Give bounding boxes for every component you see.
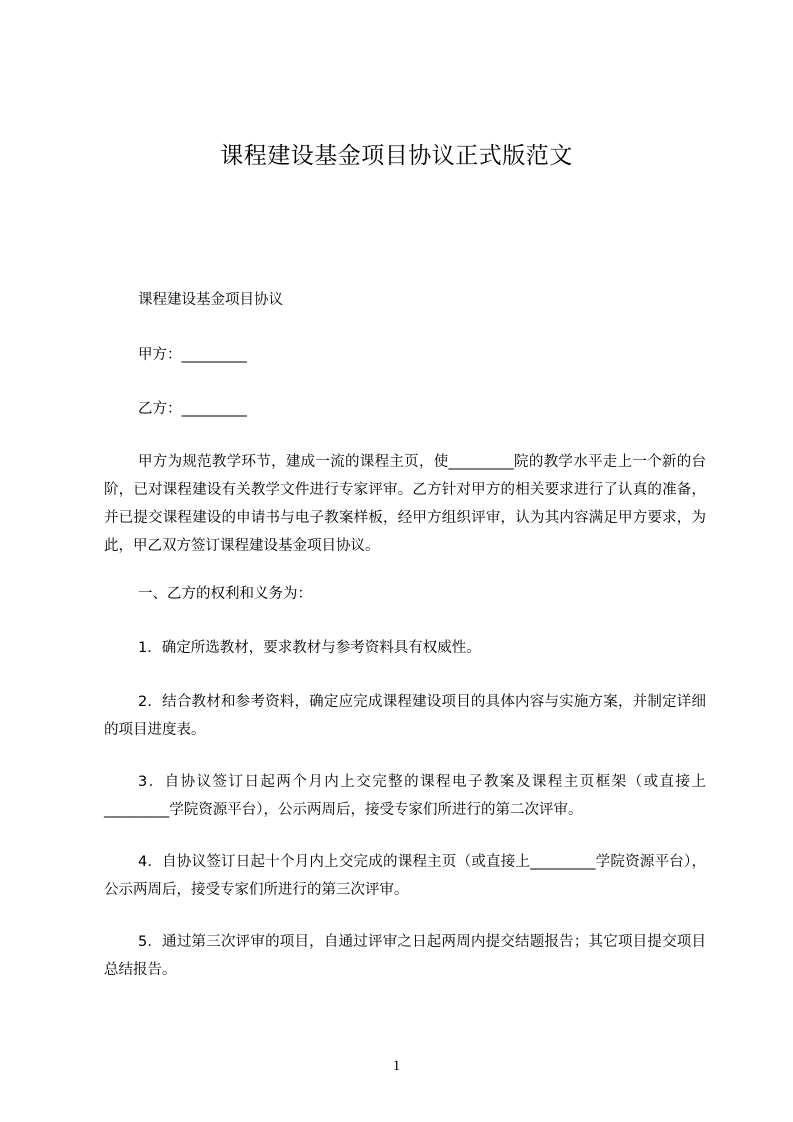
intro-paragraph: 甲方为规范教学环节，建成一流的课程主页，使_________院的教学水平走上一个新的台阶，已对课程建设有关教学文件进行专家评审。乙方针对甲方的相关要求进行了认真的准备，并已提交课程建设的申请书与电子教案样板，经甲方组织评审，认为其内容满足甲方要求，为此，甲乙双方签订课程建设基金项目协议。 — [104, 454, 706, 554]
list-item-2: 2．结合教材和参考资料，确定应完成课程建设项目的具体内容与实施方案，并制定详细的项目进度表。 — [104, 694, 706, 738]
list-item-3: 3．自协议签订日起两个月内上交完整的课程电子教案及课程主页框架（或直接上_________学院资源平台），公示两周后，接受专家们所进行的第二次评审。 — [104, 774, 706, 818]
party-a-line: 甲方：_________ — [138, 347, 247, 363]
document-title: 课程建设基金项目协议正式版范文 — [220, 143, 573, 169]
party-b-line: 乙方：_________ — [138, 401, 247, 417]
list-item-1: 1．确定所选教材，要求教材与参考资料具有权威性。 — [138, 640, 481, 656]
page-number: 1 — [392, 1058, 401, 1074]
section-heading: 一、乙方的权利和义务为： — [138, 586, 312, 602]
agreement-subtitle: 课程建设基金项目协议 — [138, 292, 283, 308]
list-item-4: 4．自协议签订日起十个月内上交完成的课程主页（或直接上_________学院资源平台），公示两周后，接受专家们所进行的第三次评审。 — [104, 854, 706, 898]
list-item-5: 5．通过第三次评审的项目，自通过评审之日起两周内提交结题报告；其它项目提交项目总结报告。 — [104, 934, 706, 978]
